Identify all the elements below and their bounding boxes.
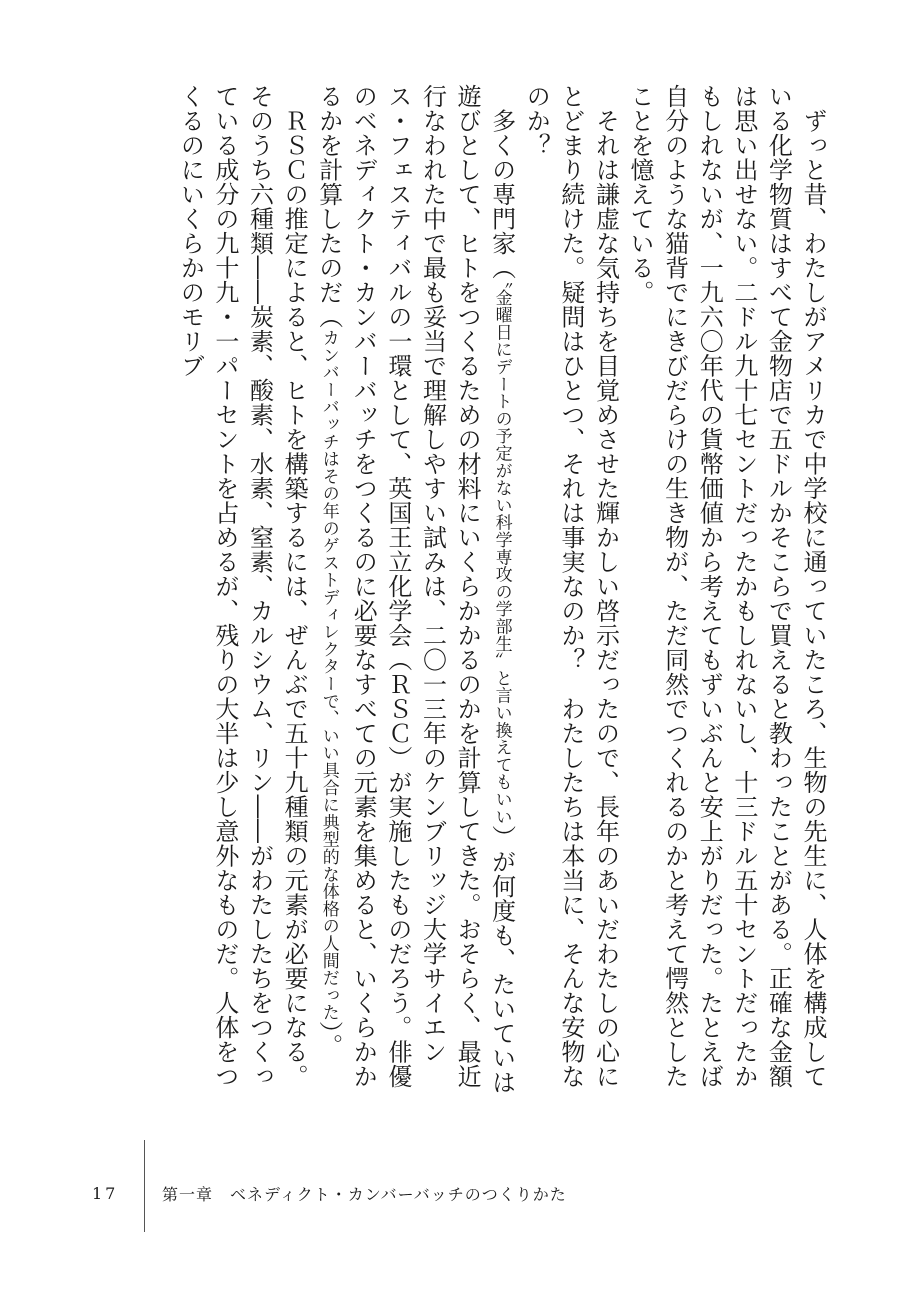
paragraph-1: ずっと昔、わたしがアメリカで中学校に通っていたころ、生物の先生に、人体を構成している化学物質はすべて金物店で五ドルかそこらで買えると教わったことがある。正確な金額は思い出せない。二ドル九十七セントだったかもしれないし、十三ドル五十セントだったかもしれないが、一九六〇年代の貨幣価値から考えてもずいぶんと安上がりだった。たとえば自分のような猫背でにきびだらけの生き物が、ただ同然でつくれるのかと考えて愕然としたことを憶えている。 [626, 84, 827, 1089]
body-text [50, 84, 830, 1104]
footer-divider [144, 1140, 145, 1232]
paragraph-3 [311, 84, 519, 1104]
page-footer [0, 1140, 900, 1240]
paragraph-2: それは謙虚な気持ちを目覚めさせた輝かしい啓示だったので、長年のあいだわたしの心にとどまり続けた。疑問はひとつ、それは事実なのか？ わたしたちは本当に、そんな安物なのか？ [522, 84, 620, 1089]
running-head: 第一章 ベネディクト・カンバーバッチのつくりかた [162, 1185, 567, 1204]
parenthetical-note-2: カンバーバッチはその年のゲストディレクターで、いい具合に典型的な体格の人間だった [318, 329, 339, 1021]
paragraph-4: ＲＳＣの推定によると、ヒトを構築するには、ぜんぶで五十九種類の元素が必要になる。そのうち六種類――炭素、酸素、水素、窒素、カルシウム、リン――がわたしたちをつくっている成分の九十九・一パーセントを占めるが、残りの大半は少し意外なものだ。人体をつくるのにいくらかのモリブ [176, 84, 309, 1089]
page-number: 17 [92, 1184, 119, 1203]
paragraph-3-part-2: ）が何度も、たいていは遊びとして、ヒトをつくるための材料にいくらかかるのかを計算してきた。おそらく、最近行なわれた中で最も妥当で理解しやすい試みは、二〇一三年のケンブリッジ大学サイエンス・フェスティバルの一環として、英国王立化学会（ＲＳＣ）が実施したものだろう。俳優のベネディクト・カンバーバッチをつくるのに必要なすべての元素を集めると、いくらかかるかを計算したのだ（ [314, 84, 516, 1095]
parenthetical-note-1: 〝金曜日にデートの予定がない科学専攻の学部生〟と言い換えてもいい [491, 280, 512, 826]
paragraph-3-part-3: ）。 [314, 1021, 343, 1058]
paragraph-3-part-1: 多くの専門家（ [487, 84, 516, 280]
